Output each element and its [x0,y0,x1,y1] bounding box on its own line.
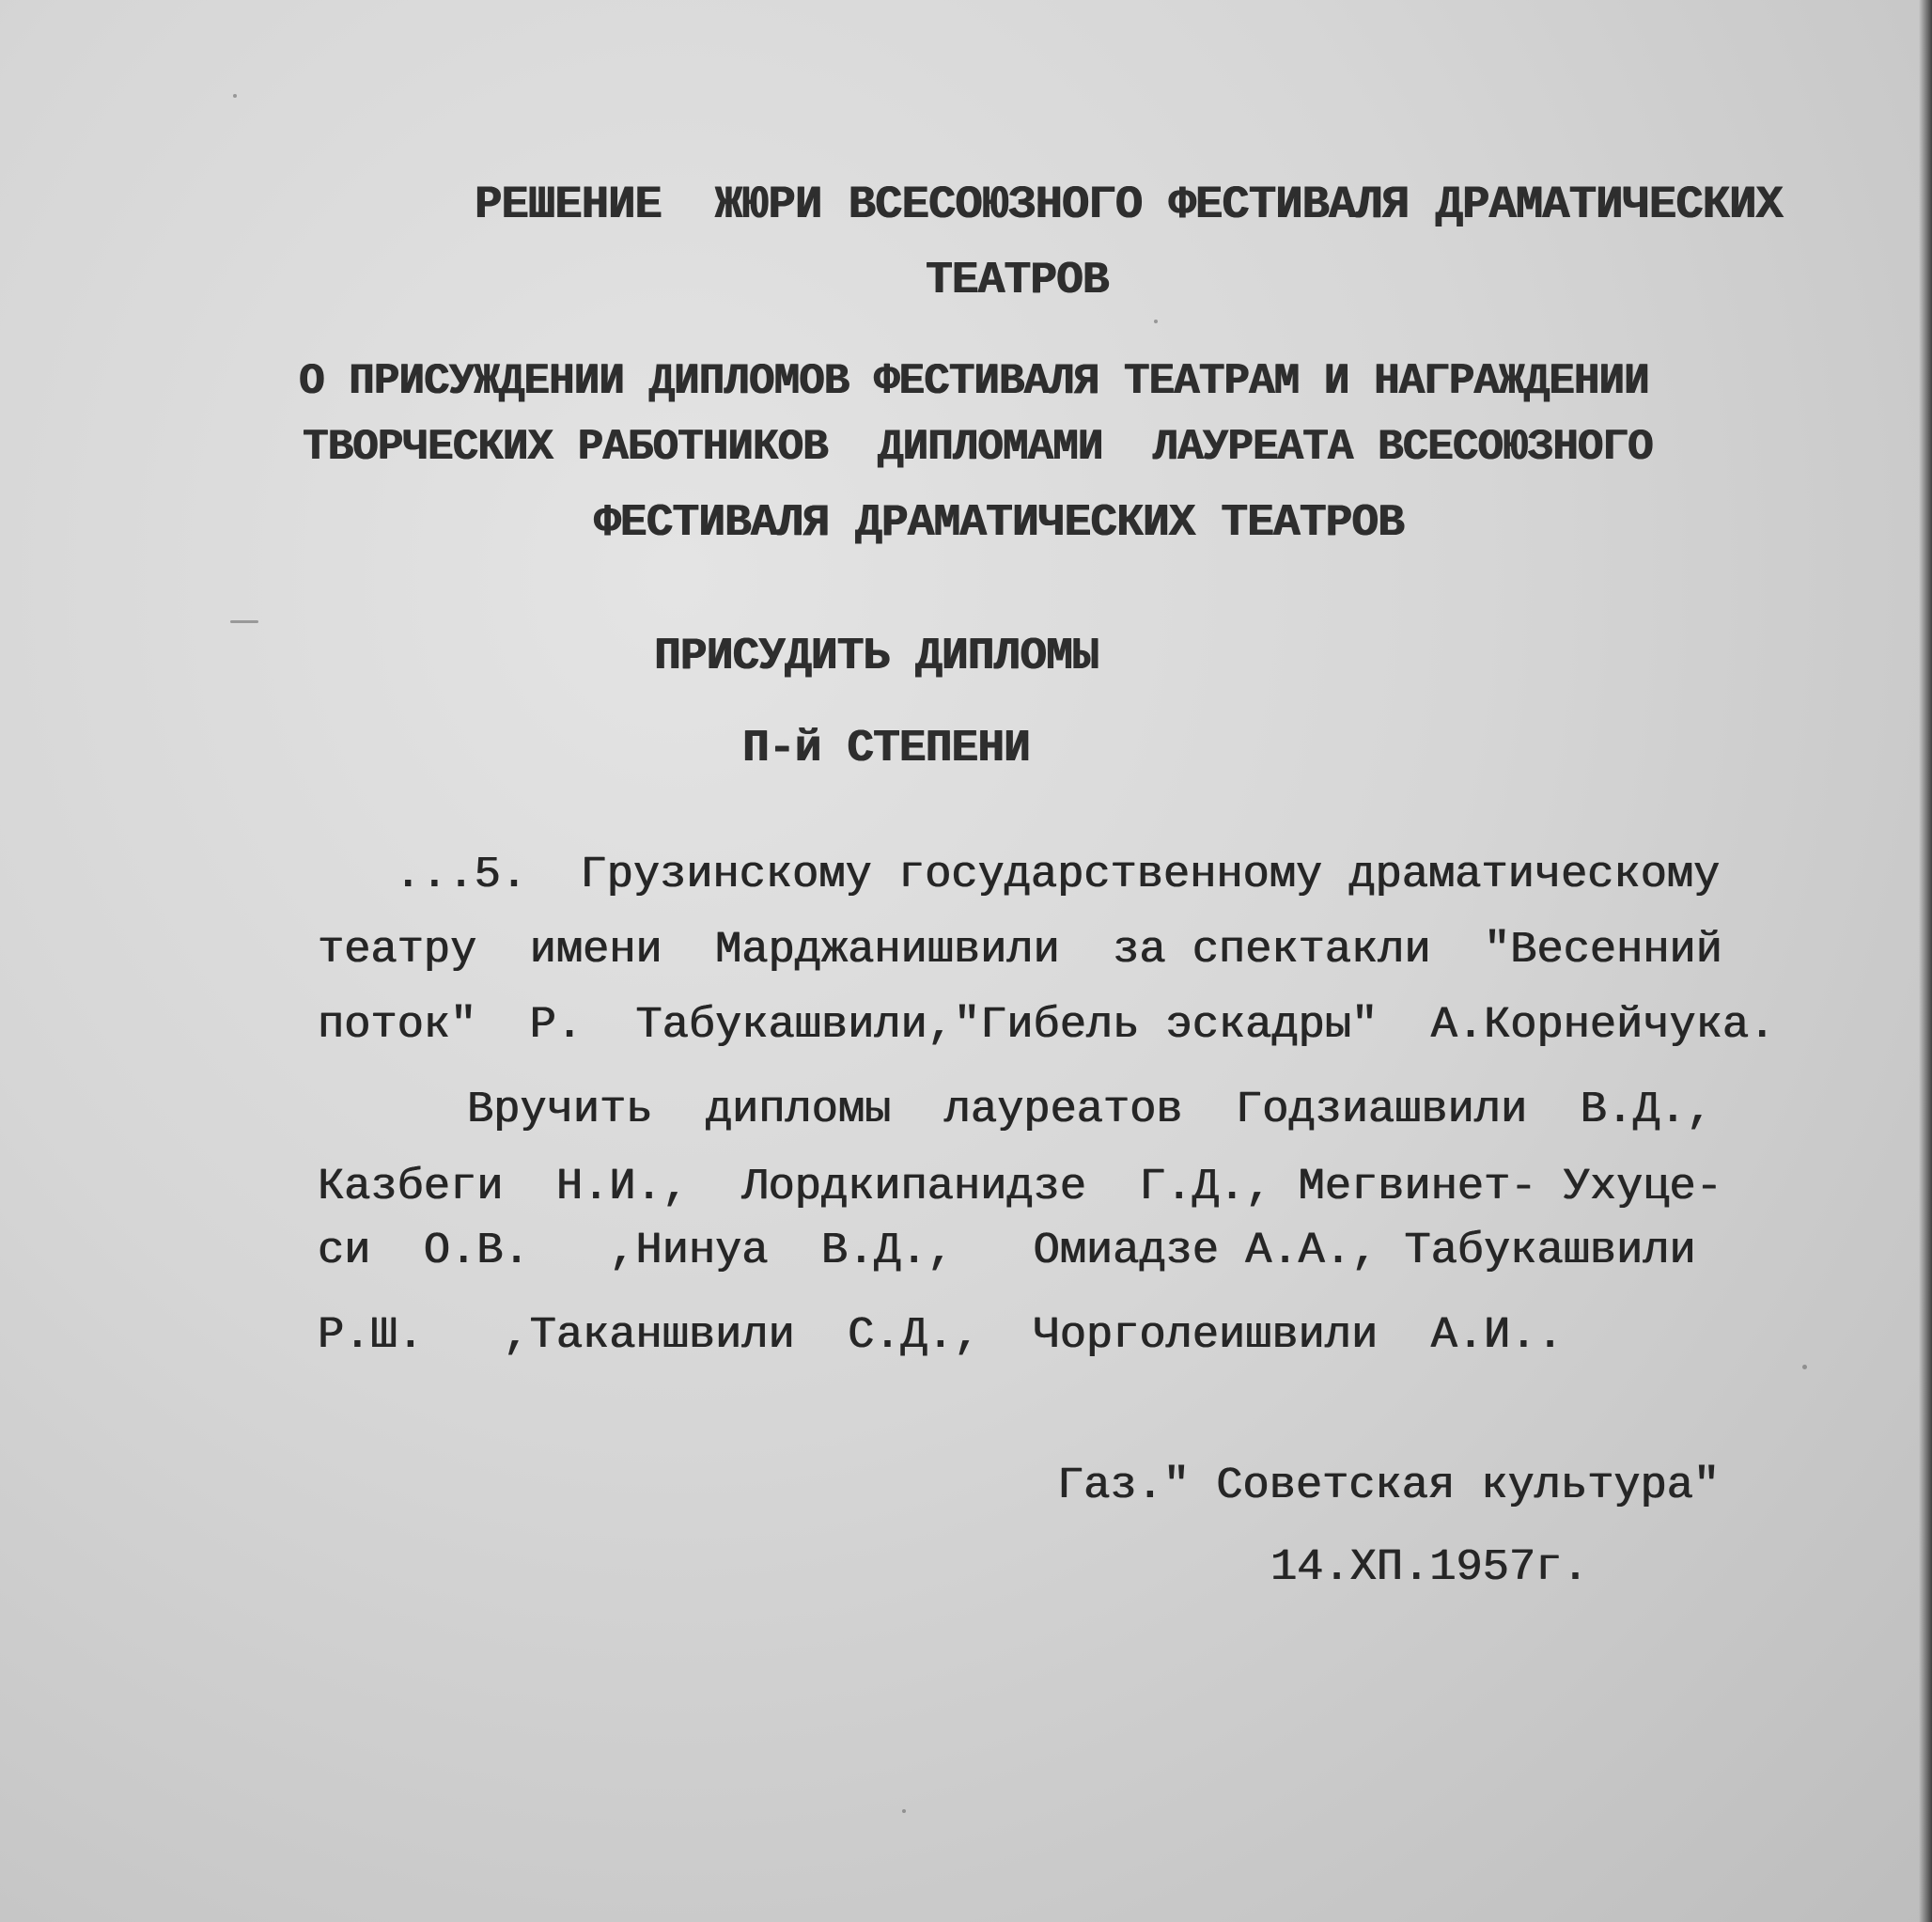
award-title: ПРИСУДИТЬ ДИПЛОМЫ [654,632,1098,682]
paper-speck [902,1809,906,1813]
paper-speck [230,620,258,623]
item-5-line-2: театру имени Марджанишвили за спектакли "Весенний [318,926,1722,976]
item-5-line-1: ...5. Грузинскому государственному драматическому [395,851,1721,900]
page-edge-shadow [1919,0,1932,1922]
laureates-line-1: Вручить дипломы лауреатов Годзиашвили В.Д., [467,1086,1713,1135]
laureates-line-4: Р.Ш. ,Таканшвили С.Д., Чорголеишвили А.И.. [318,1311,1564,1361]
paper-speck [233,94,237,98]
source-date: 14.ХП.1957г. [1270,1543,1589,1593]
heading-line-4: ТВОРЧЕСКИХ РАБОТНИКОВ ДИПЛОМАМИ ЛАУРЕАТА ВСЕСОЮЗНОГО [303,423,1653,472]
laureates-line-2: Казбеги Н.И., Лордкипанидзе Г.Д., Мегвинет- Ухуце- [318,1163,1722,1212]
laureates-line-3: си О.В. ,Нинуа В.Д., Омиадзе А.А., Табукашвили [318,1227,1696,1276]
heading-line-2: ТЕАТРОВ [926,256,1109,306]
heading-line-3: О ПРИСУЖДЕНИИ ДИПЛОМОВ ФЕСТИВАЛЯ ТЕАТРАМ И НАГРАЖДЕНИИ [299,357,1649,406]
heading-line-5: ФЕСТИВАЛЯ ДРАМАТИЧЕСКИХ ТЕАТРОВ [594,498,1404,549]
source-newspaper: Газ." Советская культура" [1057,1461,1721,1511]
heading-line-1: РЕШЕНИЕ ЖЮРИ ВСЕСОЮЗНОГО ФЕСТИВАЛЯ ДРАМАТИЧЕСКИХ [475,179,1783,231]
paper-speck [1154,320,1158,323]
award-degree: П-й СТЕПЕНИ [742,724,1030,774]
paper-speck [1802,1365,1807,1369]
item-5-line-3: поток" Р. Табукашвили,"Гибель эскадры" А.Корнейчука. [318,1001,1776,1051]
